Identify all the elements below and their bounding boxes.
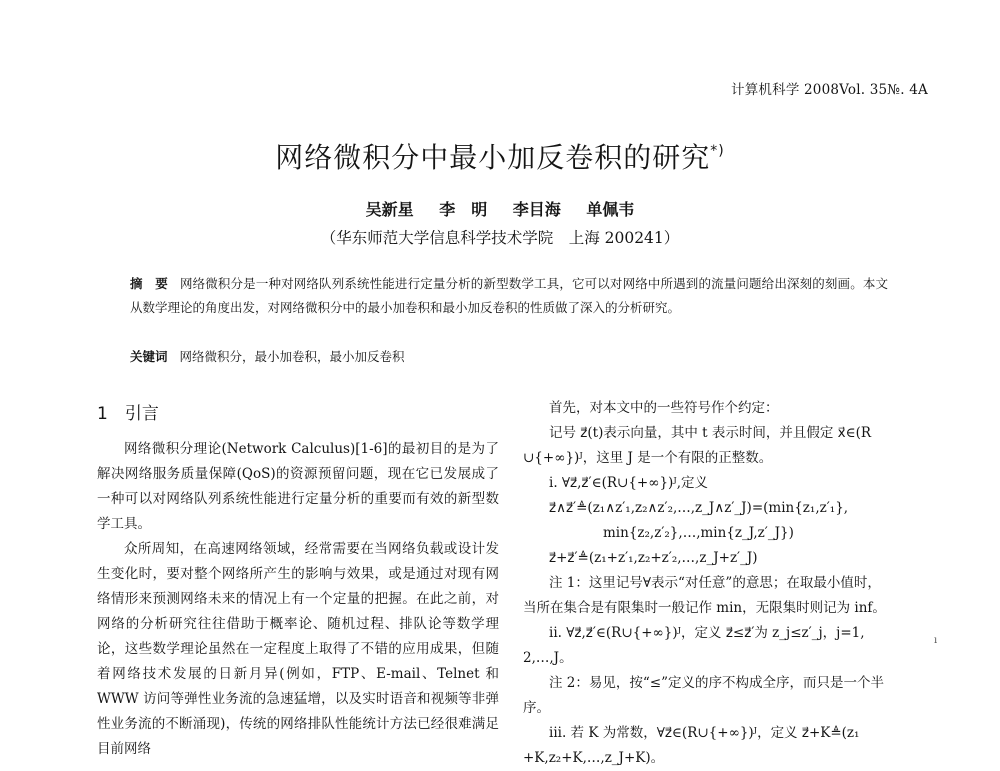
note-line: 注 1：这里记号∀表示“对任意”的意思；在取最小值时， [549, 575, 881, 591]
title-footnote-mark: *) [710, 143, 725, 159]
body-line: ∪{+∞})ᴶ，这里 J 是一个有限的正整数。 [523, 450, 773, 466]
definition-line: +K,z₂+K,…,z_J+K)。 [523, 750, 665, 766]
paper-title-text: 网络微积分中最小加反卷积的研究 [275, 141, 711, 174]
note-line: 当所在集合是有限集时一般记作 min，无限集时则记为 inf。 [523, 600, 886, 616]
author-name: 单佩韦 [586, 200, 635, 219]
definition-line: i. ∀z⃗,z⃗′∈(R∪{+∞})ᴶ,定义 [549, 475, 709, 491]
affiliation: （华东师范大学信息科学技术学院 上海 200241） [320, 229, 680, 247]
abstract-block [130, 272, 888, 320]
keywords-label: 关键词 [130, 349, 168, 364]
formula-line: z⃗+z⃗′≜(z₁+z′₁,z₂+z′₂,…,z_J+z′_J) [549, 550, 758, 566]
journal-header: 计算机科学 2008Vol. 35№. 4A [731, 82, 928, 98]
definition-line: 2,…,J。 [523, 650, 573, 666]
abstract-label: 摘 要 [130, 276, 168, 291]
author-name: 吴新星 [365, 200, 414, 219]
abstract-text: 网络微积分是一种对网络队列系统性能进行定量分析的新型数学工具，它可以对网络中所遇到的流量问题给出深刻的刻画。本文从数学理论的角度出发，对网络微积分中的最小加卷积和最小加反卷积的性质做了深入的分析研究。 [130, 276, 888, 315]
formula-line: z⃗∧z⃗′≜(z₁∧z′₁,z₂∧z′₂,…,z_J∧z′_J)=(min{z₁,z′₁}, [549, 500, 849, 516]
paper-title [0, 136, 1000, 176]
body-paragraph: 网络微积分理论(Network Calculus)[1-6]的最初目的是为了解决网络服务质量保障(QoS)的资源预留问题，现在它已发展成了一种可以对网络队列系统性能进行定量分析的重要而有效的新型数学工具。 [97, 441, 499, 532]
note-line: 序。 [523, 700, 550, 716]
note-line: 注 2：易见，按“≤”定义的序不构成全序，而只是一个半 [549, 675, 884, 691]
definition-line: iii. 若 K 为常数，∀z⃗∈(R∪{+∞})ᴶ，定义 z⃗+K≜(z₁ [549, 725, 860, 741]
author-name: 李目海 [512, 200, 561, 219]
left-column [97, 400, 499, 762]
keywords-text: 网络微积分，最小加卷积，最小加反卷积 [179, 349, 405, 364]
body-paragraph: 众所周知，在高速网络领域，经常需要在当网络负载或设计发生变化时，要对整个网络所产生的影响与效果，或是通过对现有网络情形来预测网络未来的情况上有一个定量的把握。在此之前，对网络的分析研究往往借助于概率论、随机过程、排队论等数学理论，这些数学理论虽然在一定程度上取得了不错的应用成果，但随着网络技术发展的日新月异(例如，FTP、E-mail、Telnet 和 WWW 访问等弹性业务流的急速猛增，以及实时语音和视频等非弹性业务流的不断涌现)，传统的网络排队性能统计方法已经很难满足目前网络 [97, 541, 499, 757]
keywords-block [130, 347, 888, 365]
formula-line: min{z₂,z′₂},…,min{z_J,z′_J}) [603, 525, 794, 541]
body-line: 记号 z⃗(t)表示向量，其中 t 表示时间，并且假定 x⃗∈(R [549, 425, 872, 441]
definition-line: ii. ∀z⃗,z⃗′∈(R∪{+∞})ᴶ，定义 z⃗≤z⃗′为 z_j≤z′_j，j=1, [549, 625, 865, 641]
body-line: 首先，对本文中的一些符号作个约定： [549, 400, 779, 416]
author-name: 李 明 [439, 200, 488, 219]
section-heading: 1 引言 [97, 404, 159, 424]
margin-mark: ı [934, 635, 938, 646]
right-column [523, 396, 921, 771]
author-list [0, 197, 1000, 220]
